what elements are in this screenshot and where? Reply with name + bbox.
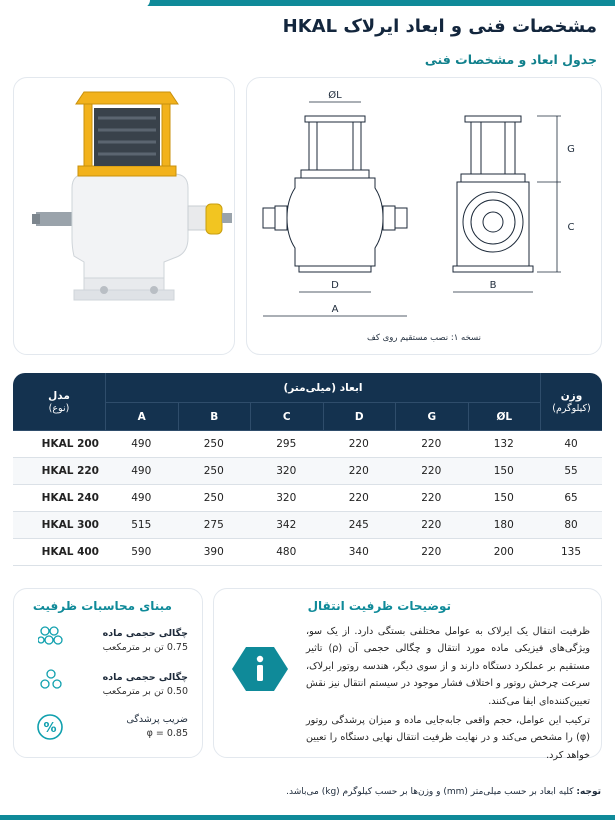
cell-c: 320 (250, 458, 323, 485)
cell-model: HKAL 200 (13, 431, 105, 458)
page-title: مشخصات فنی و ابعاد ایرلاک HKAL (282, 16, 597, 37)
cell-d: 220 (323, 485, 396, 512)
cell-c: 480 (250, 539, 323, 566)
description-paragraph-1: ظرفیت انتقال یک ایرلاک به عوامل مختلفی بستگی دارد. از یک سو، ویژگی‌های فیزیکی ماده مورد انتقال و چگالی حجمی آن (ρ) تاثیر مستقیم بر عملکرد دستگاه دارند و از سوی دیگر، هندسه روتور ایرلاک، سرعت چرخش روتور و اختلاف فشار موجود در سیستم انتقال نیز نقش تعیین‌کننده‌ای ایفا می‌کنند. (306, 626, 591, 707)
top-bar-notch (0, 0, 150, 8)
cell-b: 390 (178, 539, 251, 566)
drawing-caption: نسخه ۱: نصب مستقیم روی کف (367, 333, 481, 343)
cell-c: 320 (250, 485, 323, 512)
cell-b: 250 (178, 458, 251, 485)
cell-c: 295 (250, 431, 323, 458)
bottom-accent-bar (0, 815, 615, 820)
cell-l: 132 (468, 431, 541, 458)
technical-drawing-card (246, 77, 602, 355)
col-header-g: G (395, 403, 468, 431)
capacity-item-1 (103, 627, 188, 655)
density-low-icon (38, 669, 64, 693)
model-header-sub: (نوع) (48, 402, 70, 414)
cell-l: 180 (468, 512, 541, 539)
weight-header-sub: (کیلوگرم) (552, 402, 591, 414)
model-header (13, 373, 105, 431)
airlock-photo-illustration (14, 78, 236, 356)
cell-weight: 40 (540, 431, 602, 458)
footer-note-text: کلیه ابعاد بر حسب میلی‌متر (mm) و وزن‌ها بر حسب کیلوگرم (kg) می‌باشد. (286, 787, 574, 797)
cell-weight: 65 (540, 485, 602, 512)
cell-weight: 55 (540, 458, 602, 485)
density-high-icon (38, 625, 64, 647)
table-row (13, 512, 602, 539)
table-row (13, 431, 602, 458)
cell-model: HKAL 300 (13, 512, 105, 539)
svg-text:%: % (43, 721, 57, 736)
col-header-l: ØL (468, 403, 541, 431)
technical-drawing (247, 78, 603, 356)
cell-a: 490 (105, 458, 178, 485)
capacity-card (13, 588, 203, 758)
capacity-item-3-label: ضریب پرشدگی (126, 714, 188, 725)
info-icon (224, 639, 296, 699)
cell-l: 150 (468, 458, 541, 485)
cell-model: HKAL 240 (13, 485, 105, 512)
spec-table (13, 373, 602, 566)
dim-label-dl: ØL (328, 90, 342, 101)
weight-header-label: وزن (560, 389, 583, 402)
cell-a: 490 (105, 485, 178, 512)
cell-g: 220 (395, 485, 468, 512)
cell-l: 200 (468, 539, 541, 566)
col-header-d: D (323, 403, 396, 431)
capacity-item-3 (126, 713, 188, 741)
cell-b: 250 (178, 485, 251, 512)
table-row (13, 485, 602, 512)
capacity-item-2 (103, 671, 188, 699)
description-paragraph-2: ترکیب این عوامل، حجم واقعی جابه‌جایی ماده و میزان پرشدگی روتور (φ) را مشخص می‌کند و در نهایت ظرفیت انتقال نهایی دستگاه را تعیین خواهد کرد. (306, 715, 590, 761)
cell-weight: 135 (540, 539, 602, 566)
cell-l: 150 (468, 485, 541, 512)
col-header-b: B (178, 403, 251, 431)
cell-c: 342 (250, 512, 323, 539)
cell-g: 220 (395, 431, 468, 458)
cell-g: 220 (395, 539, 468, 566)
capacity-item-3-value: φ = 0.85 (146, 728, 188, 739)
cell-a: 490 (105, 431, 178, 458)
table-row (13, 539, 602, 566)
cell-d: 245 (323, 512, 396, 539)
footer-note (286, 787, 601, 797)
capacity-item-1-value: 0.75 تن بر مترمکعب (102, 642, 188, 653)
model-header-label: مدل (48, 389, 70, 402)
col-header-a: A (105, 403, 178, 431)
dim-label-g: G (567, 144, 575, 155)
cell-d: 340 (323, 539, 396, 566)
dim-label-d: D (331, 280, 339, 291)
page-subtitle: جدول ابعاد و مشخصات فنی (424, 52, 597, 67)
cell-d: 220 (323, 458, 396, 485)
cell-model: HKAL 220 (13, 458, 105, 485)
description-card (213, 588, 602, 761)
cell-a: 515 (105, 512, 178, 539)
cell-g: 220 (395, 512, 468, 539)
dims-header: ابعاد (میلی‌متر) (105, 373, 540, 403)
description-text (306, 623, 590, 766)
percent-icon (36, 713, 64, 741)
cell-b: 250 (178, 431, 251, 458)
footer-note-label: توجه: (576, 787, 601, 797)
capacity-item-2-value: 0.50 تن بر مترمکعب (102, 686, 188, 697)
cell-weight: 80 (540, 512, 602, 539)
cell-a: 590 (105, 539, 178, 566)
cell-g: 220 (395, 458, 468, 485)
capacity-title: مبنای محاسبات ظرفیت (32, 599, 172, 613)
weight-header (540, 373, 602, 431)
dim-label-a: A (331, 304, 339, 315)
capacity-item-2-label: چگالی حجمی ماده (102, 672, 188, 683)
dim-label-c: C (567, 222, 575, 233)
product-photo-card (13, 77, 235, 355)
description-title: توضیحات ظرفیت انتقال (307, 599, 451, 613)
dim-label-b: B (489, 280, 497, 291)
capacity-item-1-label: چگالی حجمی ماده (102, 628, 188, 639)
cell-b: 275 (178, 512, 251, 539)
cell-model: HKAL 400 (13, 539, 105, 566)
cell-d: 220 (323, 431, 396, 458)
table-row (13, 458, 602, 485)
col-header-c: C (250, 403, 323, 431)
